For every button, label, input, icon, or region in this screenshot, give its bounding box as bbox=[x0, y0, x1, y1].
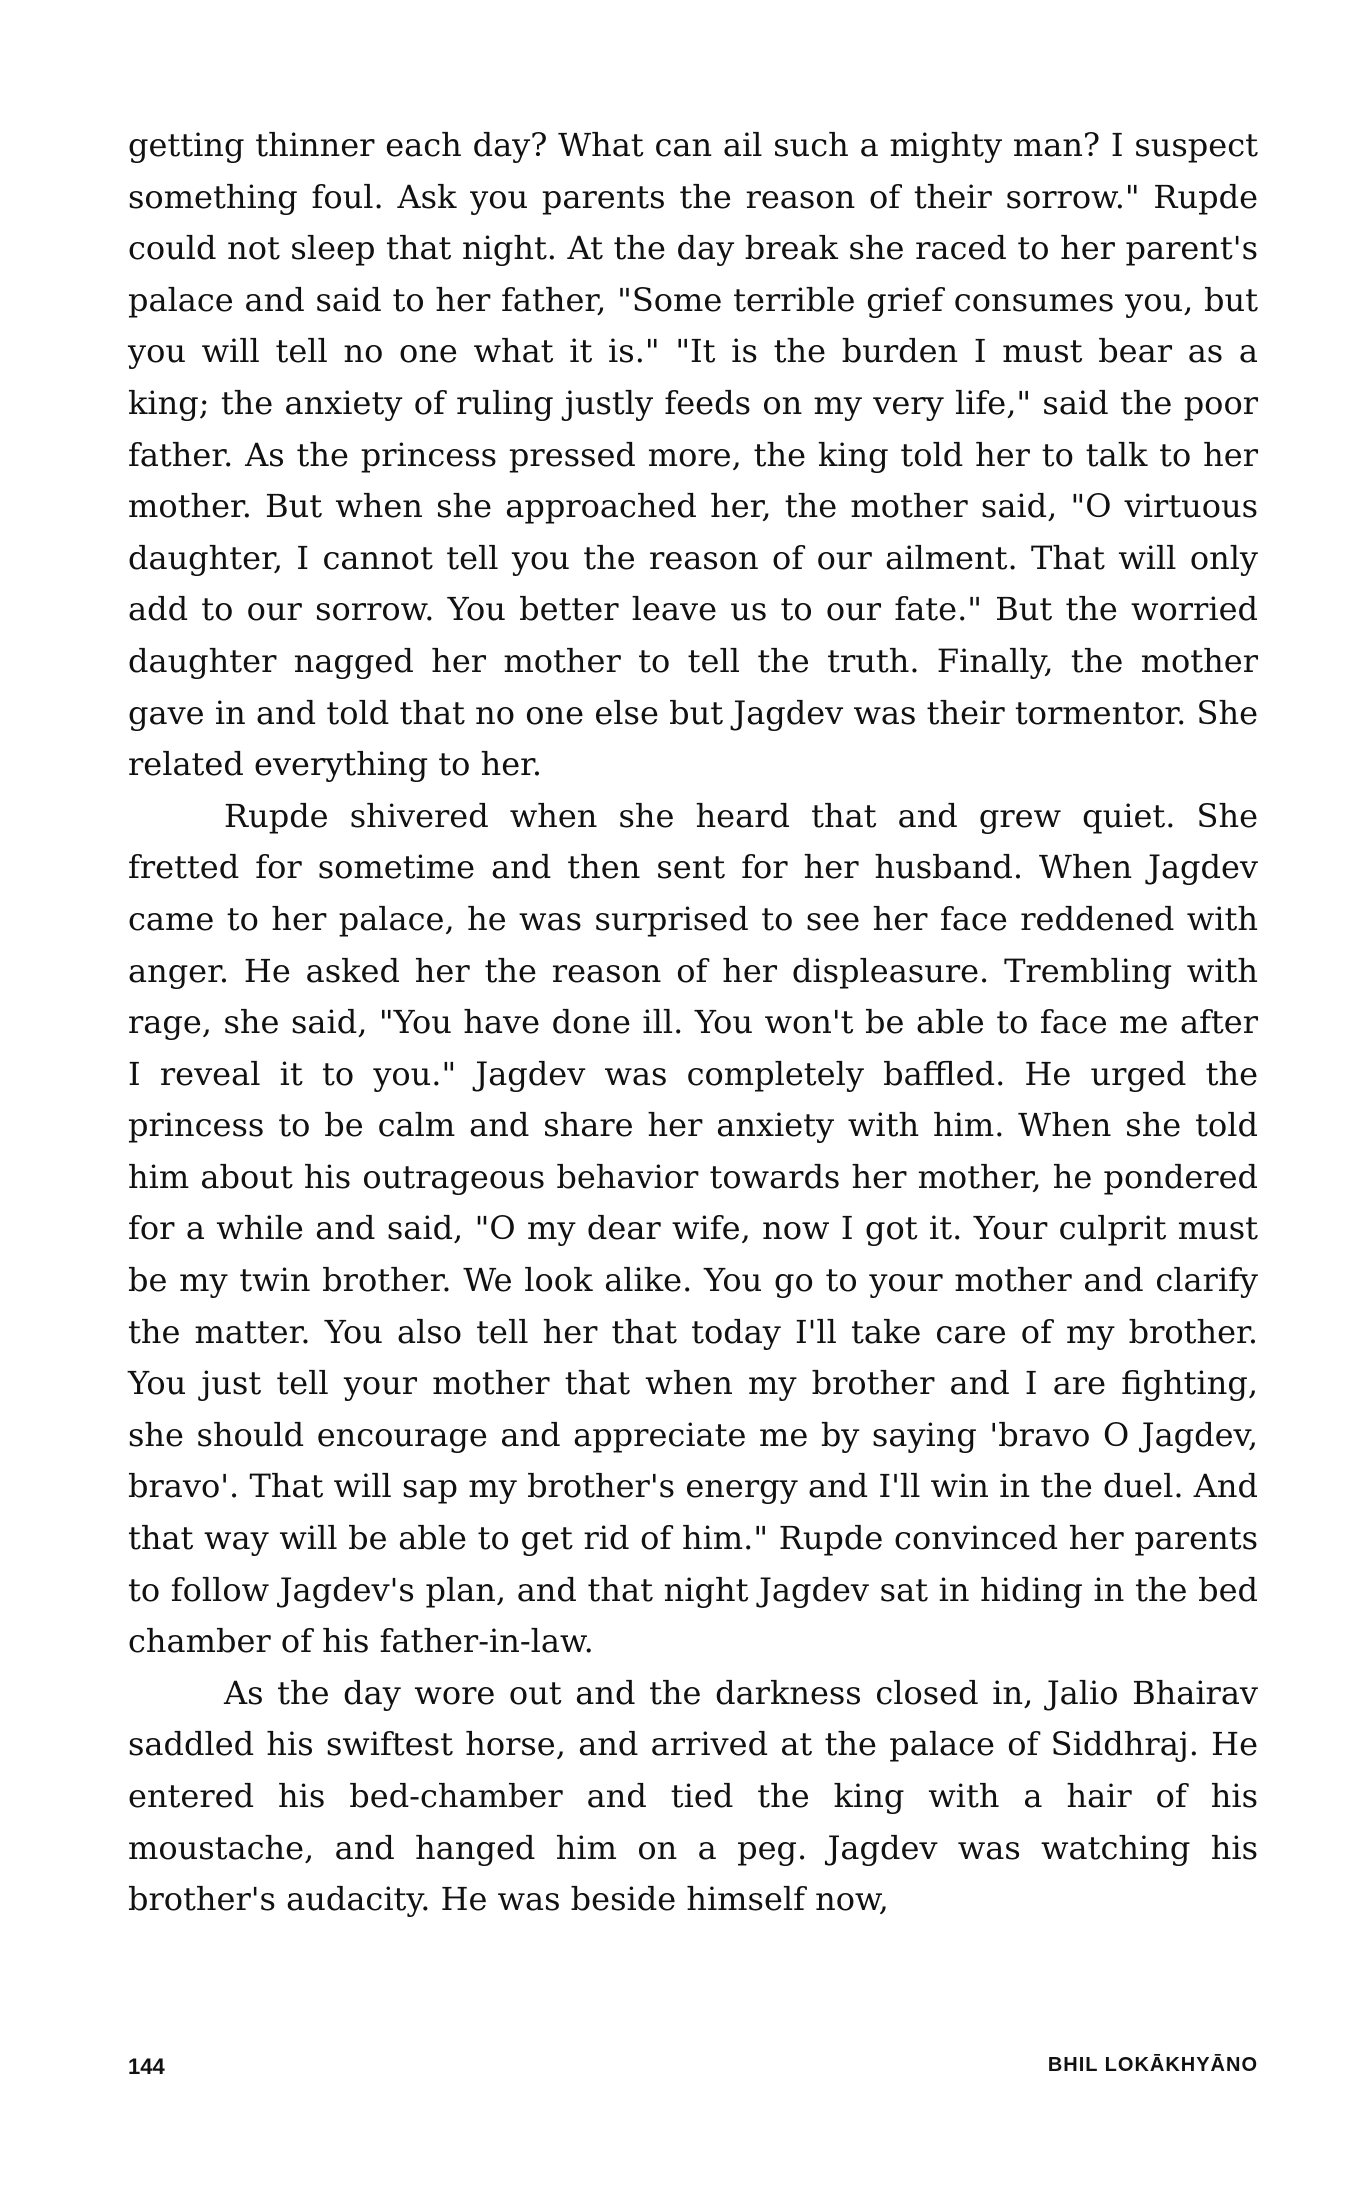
running-title: BHIL LOKĀKHYĀNO bbox=[1047, 2054, 1258, 2076]
paragraph-jalio-bhairav-arrives: As the day wore out and the darkness closed in, Jalio Bhairav saddled his swiftest horse, and arrived at the palace of Siddhraj. He entered his bed-chamber and tied the king with a hair of his moustache, and hanged him on a peg. Jagdev was watching his brother's audacity. He was beside himself now, bbox=[128, 1673, 1258, 1919]
page-number: 144 bbox=[128, 2054, 165, 2079]
paragraph-rupde-confronts-jagdev: Rupde shivered when she heard that and grew quiet. She fretted for sometime and then sent for her husband. When Jagdev came to her palace, he was surprised to see her face reddened with anger. He asked her the reason of her displeasure. Trembling with rage, she said, "You have done ill. You won't be able to face me after I reveal it to you." Jagdev was completely baffled. He urged the princess to be calm and share her anxiety with him. When she told him about his outrageous behavior towards her mother, he pondered for a while and said, "O my dear wife, now I got it. Your culprit must be my twin brother. We look alike. You go to your mother and clarify the matter. You also tell her that today I'll take care of my brother. You just tell your mother that when my brother and I are fighting, she should encourage and appreciate me by saying 'bravo O Jagdev, bravo'. That will sap my brother's energy and I'll win in the duel. And that way will be able to get rid of him." Rupde convinced her parents to follow Jagdev's plan, and that night Jagdev sat in hiding in the bed chamber of his father-in-law. bbox=[128, 796, 1258, 1661]
paragraph-continuation: getting thinner each day? What can ail such a mighty man? I suspect something foul. Ask you parents the reason of their sorrow." Rupde could not sleep that night. At the day break she raced to her parent's palace and said to her father, "Some terrible grief consumes you, but you will tell no one what it is." "It is the burden I must bear as a king; the anxiety of ruling justly feeds on my very life," said the poor father. As the princess pressed more, the king told her to talk to her mother. But when she approached her, the mother said, "O virtuous daughter, I cannot tell you the reason of our ailment. That will only add to our sorrow. You better leave us to our fate." But the worried daughter nagged her mother to tell the truth. Finally, the mother gave in and told that no one else but Jagdev was their tormentor. She related everything to her. bbox=[128, 126, 1258, 784]
body-text bbox=[128, 120, 1258, 1926]
page-footer bbox=[128, 2054, 1258, 2094]
